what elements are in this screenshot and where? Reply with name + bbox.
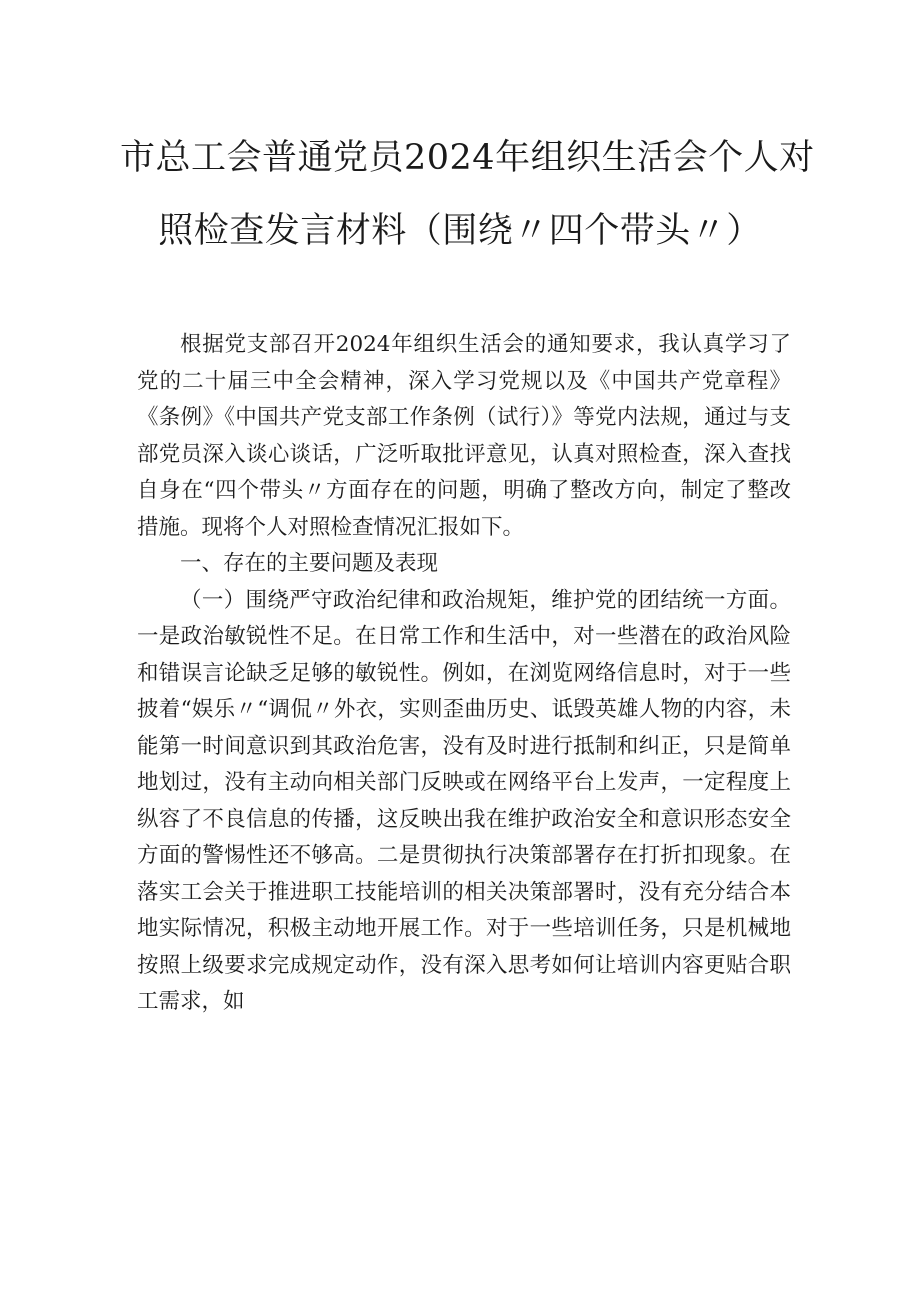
document-title-line-2: 照检查发言材料（围绕〃四个带头〃） xyxy=(158,211,762,251)
section-heading: 一、存在的主要问题及表现 xyxy=(180,551,439,576)
document-title-line-1: 市总工会普通党员2024年组织生活会个人对 xyxy=(120,138,815,178)
intro-paragraph: 根据党支部召开2024年组织生活会的通知要求，我认真学习了党的二十届三中全会精神，深入学习党规以及《中国共产党章程》《条例》《中国共产党支部工作条例（试行）》等党内法规，通过与支部党员深入谈心谈话，广泛听取批评意见，认真对照检查，深入查找自身在“四个带头〃方面存在的问题，明确了整改方向，制定了整改措施。现将个人对照检查情况汇报如下。 xyxy=(137,332,791,540)
body-paragraph: （一）围绕严守政治纪律和政治规矩，维护党的团结统一方面。一是政治敏锐性不足。在日常工作和生活中，对一些潜在的政治风险和错误言论缺乏足够的敏锐性。例如，在浏览网络信息时，对于一些披着“娱乐〃“调侃〃外衣，实则歪曲历史、诋毁英雄人物的内容，未能第一时间意识到其政治危害，没有及时进行抵制和纠正，只是简单地划过，没有主动向相关部门反映或在网络平台上发声，一定程度上纵容了不良信息的传播，这反映出我在维护政治安全和意识形态安全方面的警惕性还不够高。二是贯彻执行决策部署存在打折扣现象。在落实工会关于推进职工技能培训的相关决策部署时，没有充分结合本地实际情况，积极主动地开展工作。对于一些培训任务，只是机械地按照上级要求完成规定动作，没有深入思考如何让培训内容更贴合职工需求，如 xyxy=(137,587,791,1014)
document-body xyxy=(137,327,791,1021)
